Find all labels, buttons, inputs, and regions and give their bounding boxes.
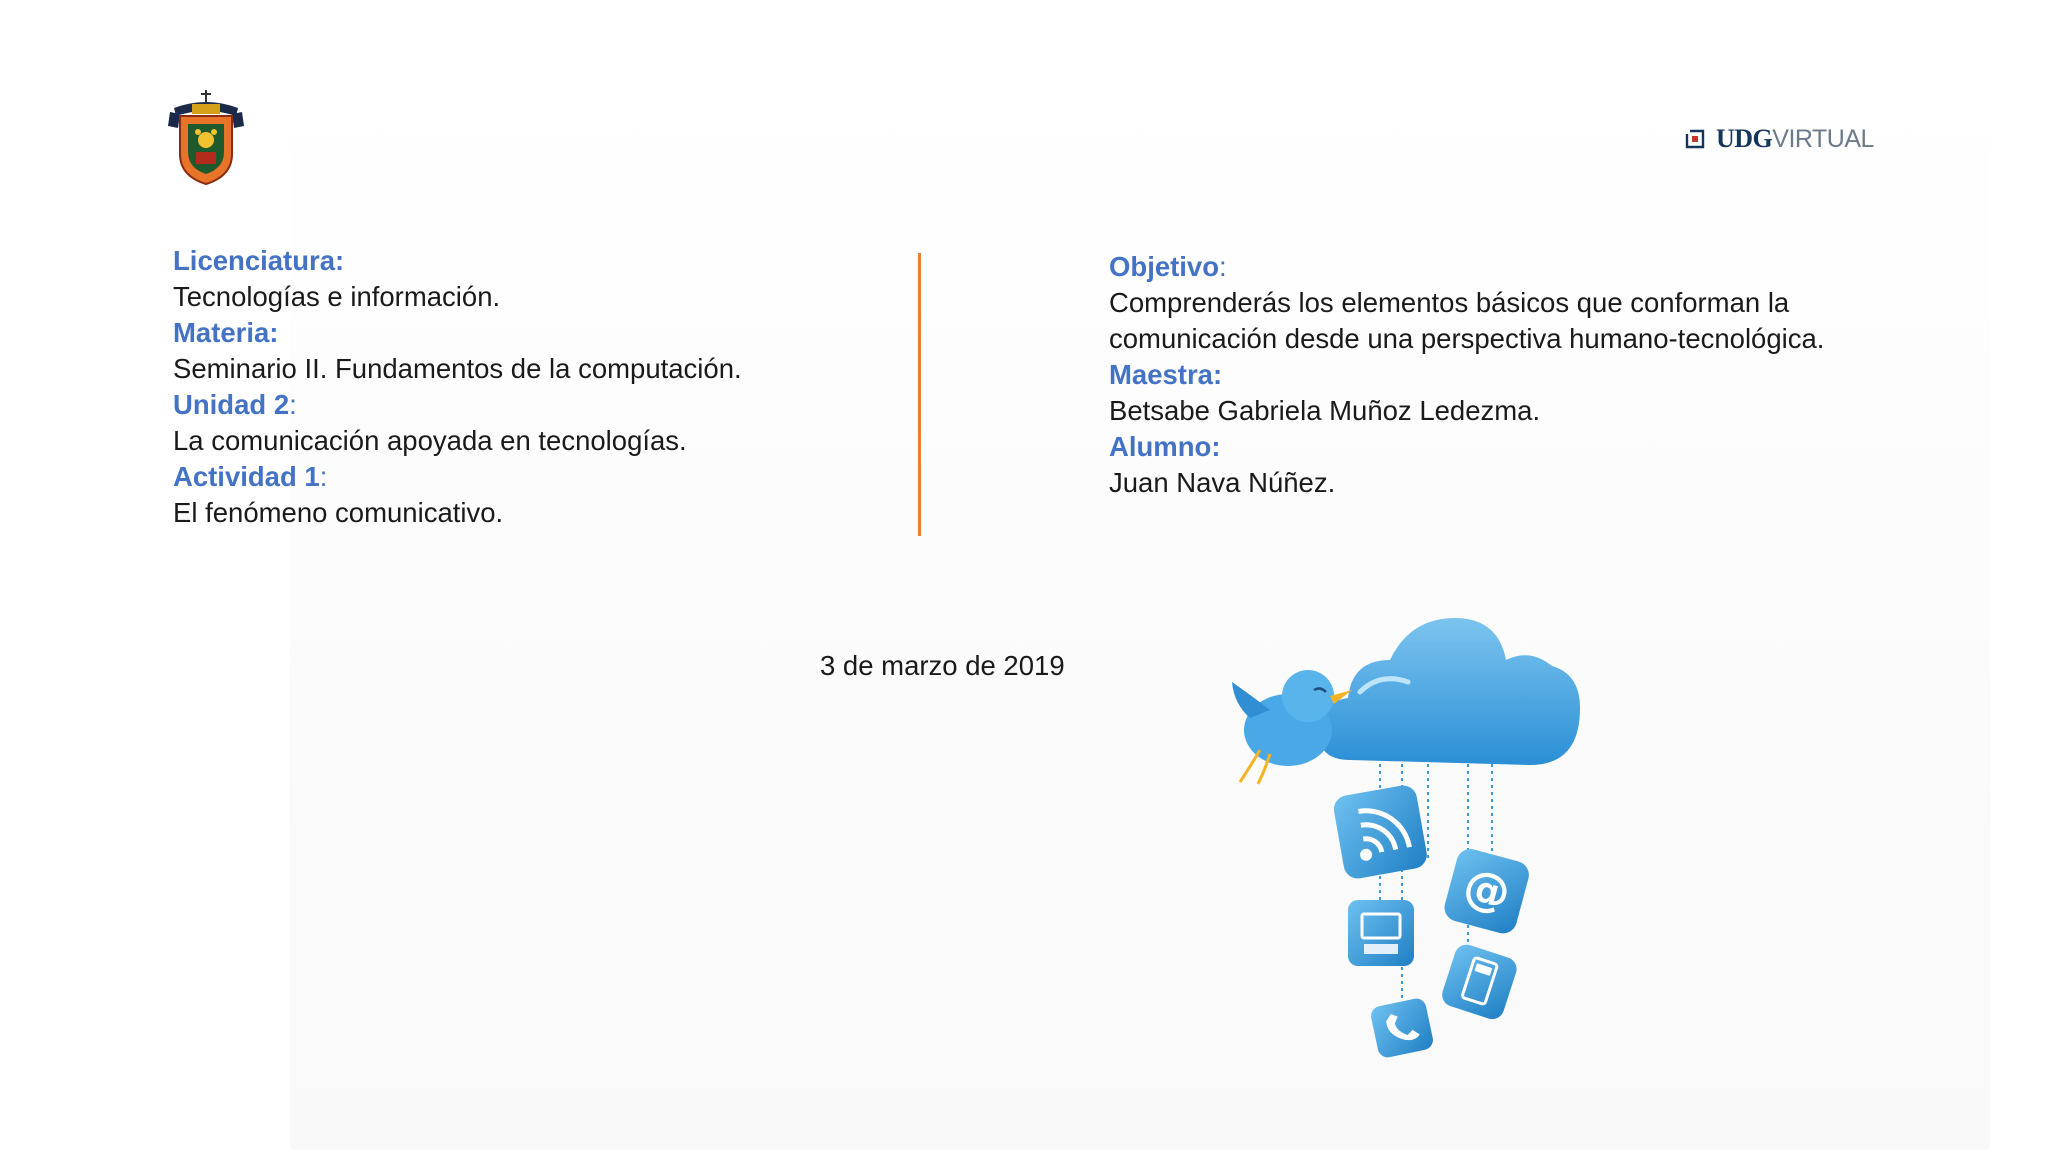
at-sign-icon — [1441, 846, 1532, 937]
course-info-column — [173, 243, 893, 531]
brand-virtual-text: VIRTUAL — [1772, 125, 1874, 153]
wifi-icon — [1332, 783, 1429, 880]
telephone-icon — [1369, 997, 1435, 1060]
maestra-value: Betsabe Gabriela Muñoz Ledezma. — [1109, 395, 1541, 426]
university-crest-icon — [166, 88, 246, 188]
licenciatura-label: Licenciatura: — [173, 245, 345, 276]
objetivo-value-line2: comunicación desde una perspectiva humano-tecnológica. — [1109, 323, 1825, 354]
svg-text:@: @ — [1458, 857, 1517, 922]
slide-background — [290, 70, 1990, 1150]
licenciatura-value: Tecnologías e información. — [173, 281, 501, 312]
actividad-value: El fenómeno comunicativo. — [173, 497, 504, 528]
cloud-communication-illustration — [1230, 600, 1630, 1070]
actividad-label: Actividad 1: — [173, 461, 328, 492]
calculator-phone-icon — [1439, 942, 1520, 1023]
brand-udg-text: UDG — [1716, 124, 1773, 153]
alumno-value: Juan Nava Núñez. — [1109, 467, 1336, 498]
computer-icon — [1348, 900, 1414, 966]
materia-label: Materia: — [173, 317, 279, 348]
objetivo-value-line1: Comprenderás los elementos básicos que conforman la — [1109, 287, 1790, 318]
maestra-label: Maestra: — [1109, 359, 1223, 390]
presentation-date: 3 de marzo de 2019 — [820, 650, 1065, 681]
people-info-column — [1109, 249, 1949, 501]
udg-virtual-logo — [1684, 124, 1874, 154]
unidad-value: La comunicación apoyada en tecnologías. — [173, 425, 687, 456]
alumno-label: Alumno: — [1109, 431, 1221, 462]
column-divider — [918, 253, 921, 536]
materia-value: Seminario II. Fundamentos de la computación. — [173, 353, 742, 384]
objetivo-label: Objetivo: — [1109, 251, 1227, 282]
unidad-label: Unidad 2: — [173, 389, 297, 420]
udg-square-icon — [1684, 128, 1706, 150]
cloud-icon — [1318, 618, 1580, 765]
